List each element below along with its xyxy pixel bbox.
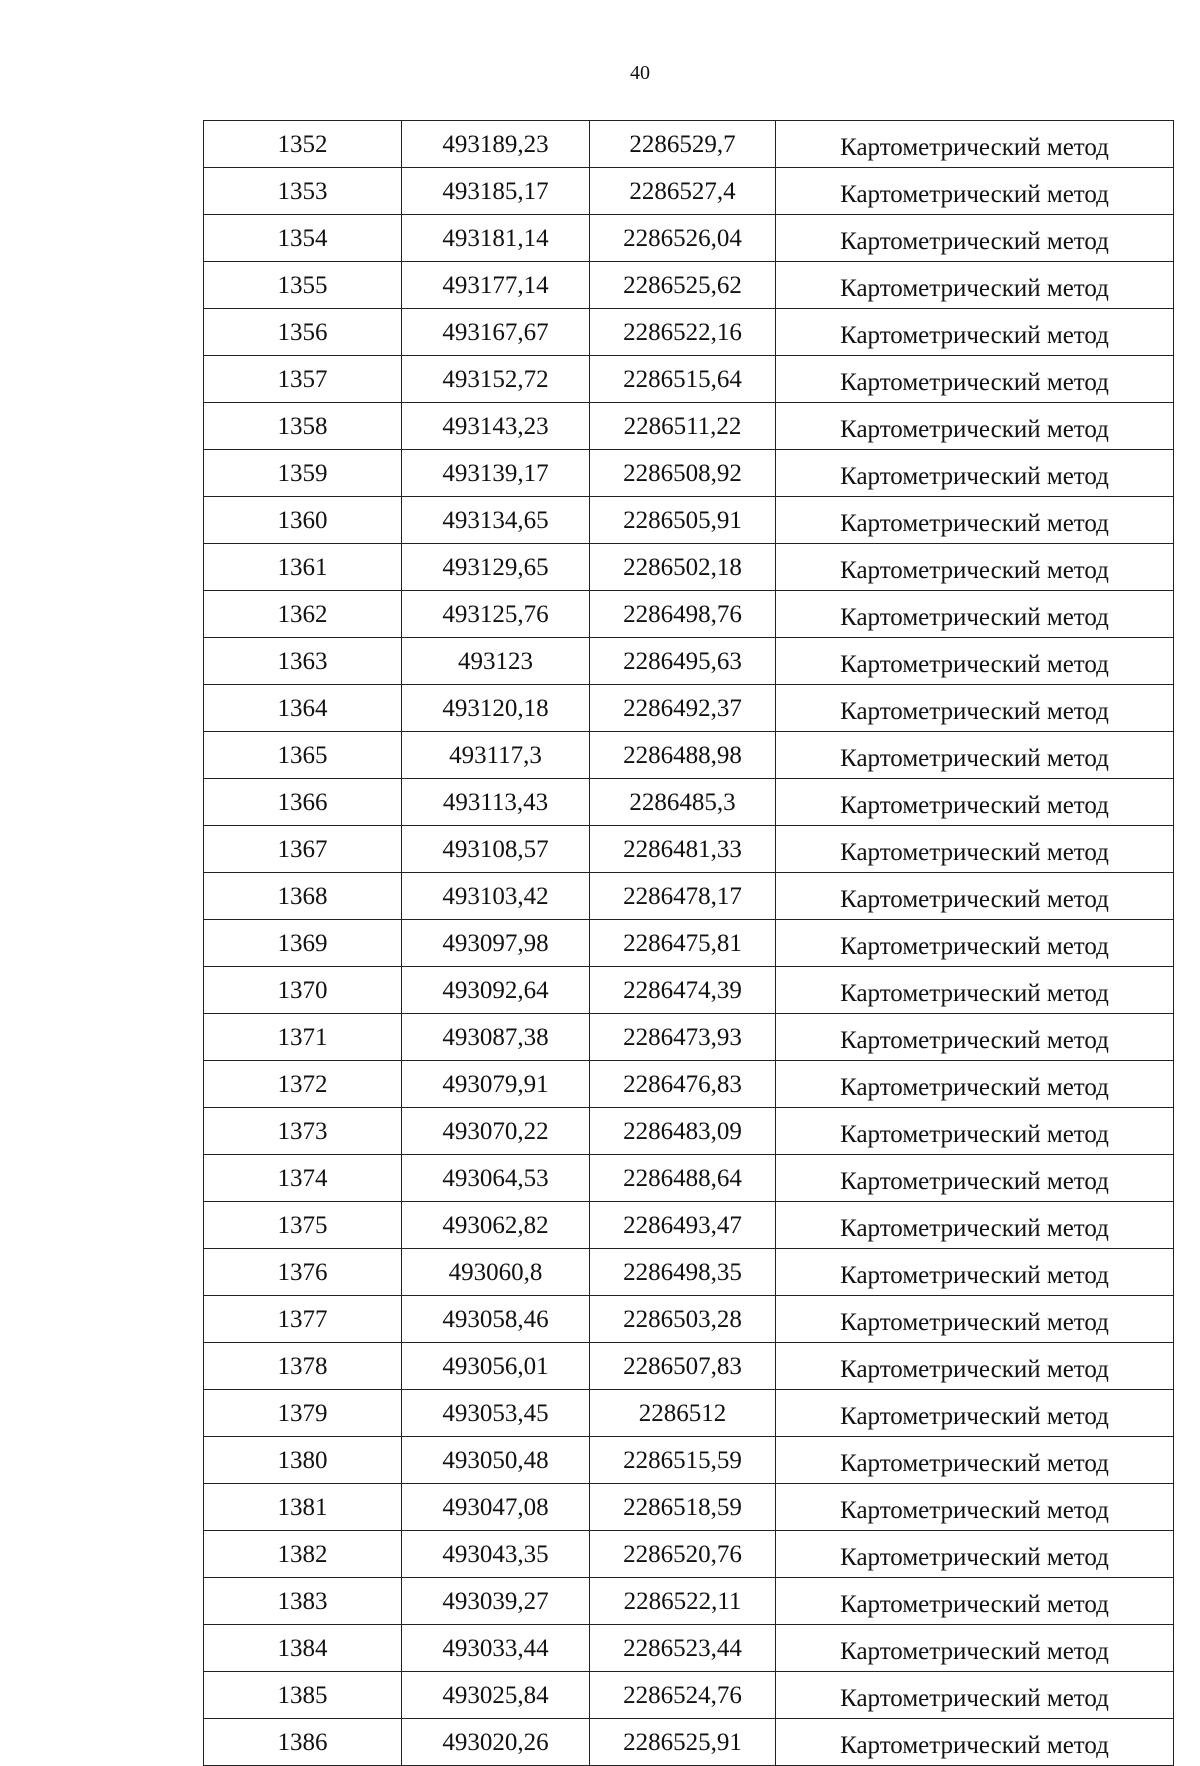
point-number-cell: 1354 [204, 215, 402, 262]
x-coordinate-cell: 493139,17 [402, 450, 590, 497]
point-number-cell: 1358 [204, 403, 402, 450]
method-cell: Картометрический метод [776, 215, 1174, 262]
table-body [204, 121, 1174, 1766]
x-coordinate-cell: 493177,14 [402, 262, 590, 309]
x-coordinate-cell: 493108,57 [402, 826, 590, 873]
x-coordinate-cell: 493058,46 [402, 1296, 590, 1343]
method-cell: Картометрический метод [776, 1672, 1174, 1719]
point-number-cell: 1365 [204, 732, 402, 779]
method-cell: Картометрический метод [776, 1484, 1174, 1531]
x-coordinate-cell: 493062,82 [402, 1202, 590, 1249]
method-cell: Картометрический метод [776, 403, 1174, 450]
method-cell: Картометрический метод [776, 1249, 1174, 1296]
table-row [204, 497, 1174, 544]
x-coordinate-cell: 493092,64 [402, 967, 590, 1014]
method-cell: Картометрический метод [776, 1202, 1174, 1249]
point-number-cell: 1374 [204, 1155, 402, 1202]
y-coordinate-cell: 2286520,76 [590, 1531, 776, 1578]
point-number-cell: 1383 [204, 1578, 402, 1625]
x-coordinate-cell: 493097,98 [402, 920, 590, 967]
table-row [204, 1625, 1174, 1672]
method-cell: Картометрический метод [776, 732, 1174, 779]
table-row [204, 1531, 1174, 1578]
table-row [204, 873, 1174, 920]
y-coordinate-cell: 2286525,91 [590, 1719, 776, 1766]
point-number-cell: 1362 [204, 591, 402, 638]
point-number-cell: 1368 [204, 873, 402, 920]
table-row [204, 732, 1174, 779]
x-coordinate-cell: 493056,01 [402, 1343, 590, 1390]
y-coordinate-cell: 2286492,37 [590, 685, 776, 732]
table-row [204, 1719, 1174, 1766]
table-row [204, 215, 1174, 262]
y-coordinate-cell: 2286511,22 [590, 403, 776, 450]
method-cell: Картометрический метод [776, 1625, 1174, 1672]
table-row [204, 403, 1174, 450]
point-number-cell: 1357 [204, 356, 402, 403]
y-coordinate-cell: 2286493,47 [590, 1202, 776, 1249]
y-coordinate-cell: 2286475,81 [590, 920, 776, 967]
y-coordinate-cell: 2286526,04 [590, 215, 776, 262]
y-coordinate-cell: 2286515,59 [590, 1437, 776, 1484]
method-cell: Картометрический метод [776, 967, 1174, 1014]
method-cell: Картометрический метод [776, 168, 1174, 215]
point-number-cell: 1375 [204, 1202, 402, 1249]
point-number-cell: 1353 [204, 168, 402, 215]
x-coordinate-cell: 493043,35 [402, 1531, 590, 1578]
method-cell: Картометрический метод [776, 1296, 1174, 1343]
method-cell: Картометрический метод [776, 450, 1174, 497]
y-coordinate-cell: 2286525,62 [590, 262, 776, 309]
x-coordinate-cell: 493125,76 [402, 591, 590, 638]
y-coordinate-cell: 2286515,64 [590, 356, 776, 403]
table-row [204, 168, 1174, 215]
method-cell: Картометрический метод [776, 1108, 1174, 1155]
point-number-cell: 1369 [204, 920, 402, 967]
method-cell: Картометрический метод [776, 497, 1174, 544]
table-row [204, 1484, 1174, 1531]
point-number-cell: 1366 [204, 779, 402, 826]
table-row [204, 1061, 1174, 1108]
point-number-cell: 1377 [204, 1296, 402, 1343]
table-row [204, 1155, 1174, 1202]
y-coordinate-cell: 2286488,64 [590, 1155, 776, 1202]
point-number-cell: 1382 [204, 1531, 402, 1578]
table-row [204, 1202, 1174, 1249]
method-cell: Картометрический метод [776, 309, 1174, 356]
point-number-cell: 1385 [204, 1672, 402, 1719]
method-cell: Картометрический метод [776, 356, 1174, 403]
table-row [204, 920, 1174, 967]
point-number-cell: 1352 [204, 121, 402, 168]
y-coordinate-cell: 2286523,44 [590, 1625, 776, 1672]
y-coordinate-cell: 2286478,17 [590, 873, 776, 920]
table-row [204, 1108, 1174, 1155]
x-coordinate-cell: 493033,44 [402, 1625, 590, 1672]
y-coordinate-cell: 2286502,18 [590, 544, 776, 591]
x-coordinate-cell: 493152,72 [402, 356, 590, 403]
method-cell: Картометрический метод [776, 685, 1174, 732]
point-number-cell: 1371 [204, 1014, 402, 1061]
x-coordinate-cell: 493181,14 [402, 215, 590, 262]
y-coordinate-cell: 2286508,92 [590, 450, 776, 497]
method-cell: Картометрический метод [776, 1719, 1174, 1766]
x-coordinate-cell: 493079,91 [402, 1061, 590, 1108]
table-row [204, 544, 1174, 591]
table-row [204, 1249, 1174, 1296]
table-row [204, 1296, 1174, 1343]
method-cell: Картометрический метод [776, 920, 1174, 967]
table-row [204, 356, 1174, 403]
x-coordinate-cell: 493060,8 [402, 1249, 590, 1296]
x-coordinate-cell: 493113,43 [402, 779, 590, 826]
method-cell: Картометрический метод [776, 779, 1174, 826]
table-row [204, 591, 1174, 638]
point-number-cell: 1379 [204, 1390, 402, 1437]
point-number-cell: 1378 [204, 1343, 402, 1390]
y-coordinate-cell: 2286527,4 [590, 168, 776, 215]
point-number-cell: 1364 [204, 685, 402, 732]
point-number-cell: 1355 [204, 262, 402, 309]
method-cell: Картометрический метод [776, 1155, 1174, 1202]
y-coordinate-cell: 2286529,7 [590, 121, 776, 168]
table-row [204, 1014, 1174, 1061]
method-cell: Картометрический метод [776, 121, 1174, 168]
y-coordinate-cell: 2286524,76 [590, 1672, 776, 1719]
method-cell: Картометрический метод [776, 1437, 1174, 1484]
point-number-cell: 1359 [204, 450, 402, 497]
x-coordinate-cell: 493050,48 [402, 1437, 590, 1484]
point-number-cell: 1367 [204, 826, 402, 873]
y-coordinate-cell: 2286483,09 [590, 1108, 776, 1155]
y-coordinate-cell: 2286507,83 [590, 1343, 776, 1390]
x-coordinate-cell: 493189,23 [402, 121, 590, 168]
point-number-cell: 1373 [204, 1108, 402, 1155]
table-row [204, 685, 1174, 732]
y-coordinate-cell: 2286485,3 [590, 779, 776, 826]
point-number-cell: 1372 [204, 1061, 402, 1108]
x-coordinate-cell: 493039,27 [402, 1578, 590, 1625]
y-coordinate-cell: 2286505,91 [590, 497, 776, 544]
table-row [204, 1390, 1174, 1437]
x-coordinate-cell: 493070,22 [402, 1108, 590, 1155]
table-row [204, 1343, 1174, 1390]
method-cell: Картометрический метод [776, 638, 1174, 685]
y-coordinate-cell: 2286474,39 [590, 967, 776, 1014]
y-coordinate-cell: 2286476,83 [590, 1061, 776, 1108]
point-number-cell: 1361 [204, 544, 402, 591]
point-number-cell: 1386 [204, 1719, 402, 1766]
x-coordinate-cell: 493123 [402, 638, 590, 685]
method-cell: Картометрический метод [776, 1390, 1174, 1437]
x-coordinate-cell: 493047,08 [402, 1484, 590, 1531]
point-number-cell: 1381 [204, 1484, 402, 1531]
point-number-cell: 1384 [204, 1625, 402, 1672]
method-cell: Картометрический метод [776, 262, 1174, 309]
table-row [204, 450, 1174, 497]
coordinates-table [203, 120, 1174, 1766]
point-number-cell: 1356 [204, 309, 402, 356]
y-coordinate-cell: 2286473,93 [590, 1014, 776, 1061]
y-coordinate-cell: 2286481,33 [590, 826, 776, 873]
table-row [204, 779, 1174, 826]
table-row [204, 262, 1174, 309]
x-coordinate-cell: 493025,84 [402, 1672, 590, 1719]
x-coordinate-cell: 493129,65 [402, 544, 590, 591]
y-coordinate-cell: 2286512 [590, 1390, 776, 1437]
x-coordinate-cell: 493120,18 [402, 685, 590, 732]
table-row [204, 967, 1174, 1014]
method-cell: Картометрический метод [776, 826, 1174, 873]
y-coordinate-cell: 2286495,63 [590, 638, 776, 685]
table-row [204, 1672, 1174, 1719]
table-row [204, 309, 1174, 356]
point-number-cell: 1370 [204, 967, 402, 1014]
x-coordinate-cell: 493087,38 [402, 1014, 590, 1061]
table-row [204, 826, 1174, 873]
page-number: 40 [630, 62, 650, 84]
y-coordinate-cell: 2286503,28 [590, 1296, 776, 1343]
y-coordinate-cell: 2286522,16 [590, 309, 776, 356]
method-cell: Картометрический метод [776, 1061, 1174, 1108]
x-coordinate-cell: 493134,65 [402, 497, 590, 544]
method-cell: Картометрический метод [776, 1343, 1174, 1390]
method-cell: Картометрический метод [776, 1578, 1174, 1625]
point-number-cell: 1363 [204, 638, 402, 685]
table-row [204, 121, 1174, 168]
table-row [204, 638, 1174, 685]
method-cell: Картометрический метод [776, 1014, 1174, 1061]
x-coordinate-cell: 493053,45 [402, 1390, 590, 1437]
method-cell: Картометрический метод [776, 591, 1174, 638]
table-row [204, 1578, 1174, 1625]
x-coordinate-cell: 493020,26 [402, 1719, 590, 1766]
y-coordinate-cell: 2286518,59 [590, 1484, 776, 1531]
x-coordinate-cell: 493143,23 [402, 403, 590, 450]
x-coordinate-cell: 493185,17 [402, 168, 590, 215]
x-coordinate-cell: 493103,42 [402, 873, 590, 920]
x-coordinate-cell: 493167,67 [402, 309, 590, 356]
method-cell: Картометрический метод [776, 1531, 1174, 1578]
y-coordinate-cell: 2286498,35 [590, 1249, 776, 1296]
x-coordinate-cell: 493064,53 [402, 1155, 590, 1202]
point-number-cell: 1360 [204, 497, 402, 544]
x-coordinate-cell: 493117,3 [402, 732, 590, 779]
y-coordinate-cell: 2286522,11 [590, 1578, 776, 1625]
y-coordinate-cell: 2286498,76 [590, 591, 776, 638]
point-number-cell: 1376 [204, 1249, 402, 1296]
method-cell: Картометрический метод [776, 873, 1174, 920]
method-cell: Картометрический метод [776, 544, 1174, 591]
table-row [204, 1437, 1174, 1484]
point-number-cell: 1380 [204, 1437, 402, 1484]
y-coordinate-cell: 2286488,98 [590, 732, 776, 779]
